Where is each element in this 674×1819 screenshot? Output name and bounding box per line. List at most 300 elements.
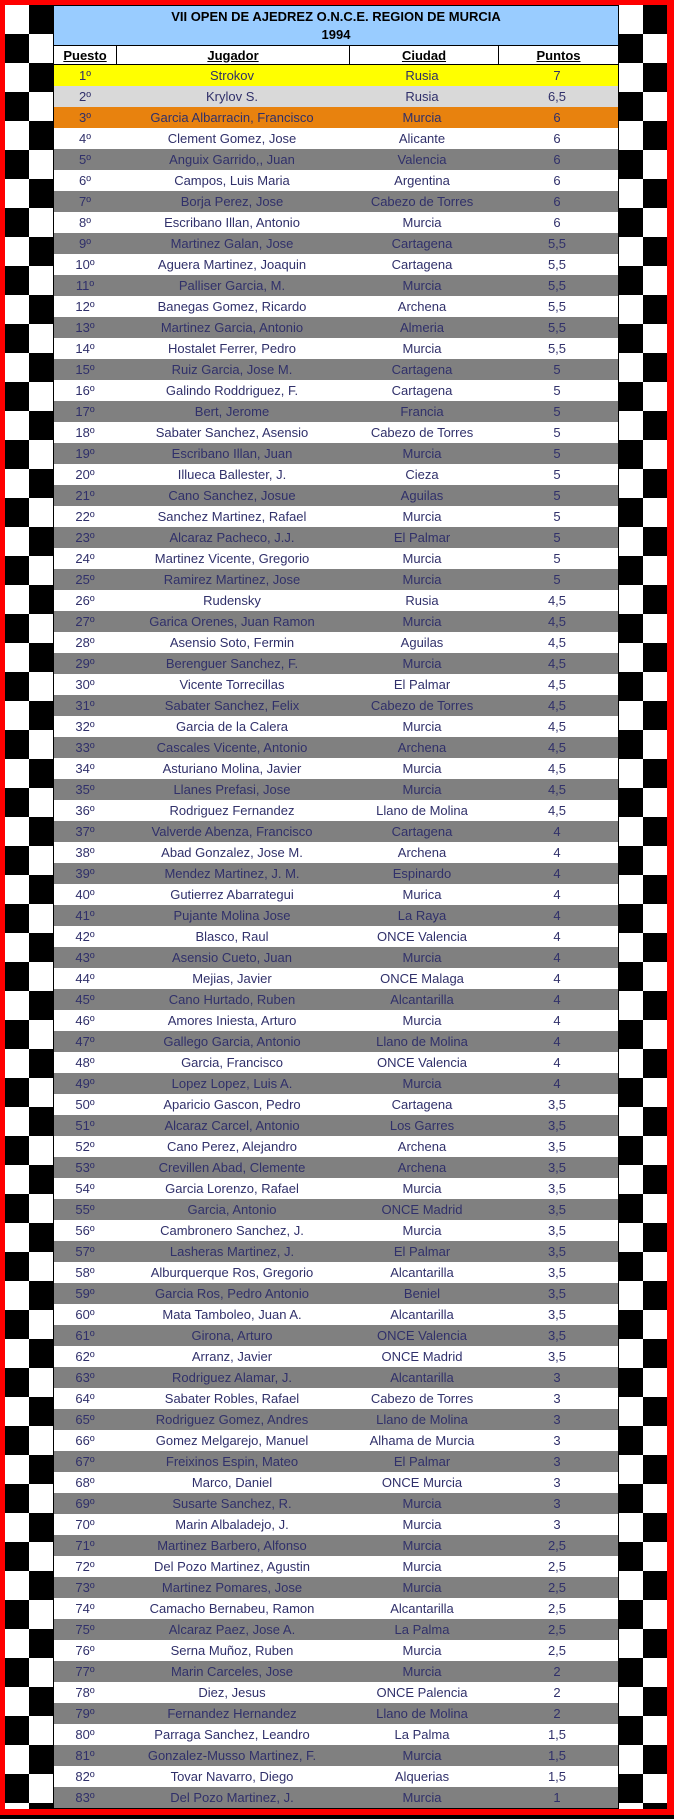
cell-puesto: 70º bbox=[75, 1517, 95, 1532]
table-row bbox=[54, 737, 618, 758]
cell-ciudad: Cabezo de Torres bbox=[370, 194, 474, 209]
cell-puntos: 5,5 bbox=[547, 278, 567, 293]
cell-puesto: 32º bbox=[75, 719, 95, 734]
table-row bbox=[54, 758, 618, 779]
cell-puntos: 3,5 bbox=[547, 1118, 567, 1133]
cell-puntos: 5 bbox=[553, 446, 561, 461]
cell-ciudad: Beniel bbox=[403, 1286, 441, 1301]
cell-puesto: 65º bbox=[75, 1412, 95, 1427]
table-row bbox=[54, 842, 618, 863]
table-row bbox=[54, 443, 618, 464]
cell-ciudad: Murcia bbox=[402, 110, 442, 125]
cell-jugador: Tovar Navarro, Diego bbox=[170, 1769, 294, 1784]
cell-puntos: 3 bbox=[553, 1391, 561, 1406]
table-row bbox=[54, 1661, 618, 1682]
cell-jugador: Pujante Molina Jose bbox=[173, 908, 291, 923]
cell-puntos: 6 bbox=[553, 194, 561, 209]
cell-ciudad: Espinardo bbox=[392, 866, 452, 881]
table-row bbox=[54, 86, 618, 107]
cell-puntos: 4 bbox=[553, 887, 561, 902]
cell-puesto: 75º bbox=[75, 1622, 95, 1637]
table-row bbox=[54, 212, 618, 233]
cell-ciudad: Almeria bbox=[399, 320, 445, 335]
table-row bbox=[54, 1241, 618, 1262]
cell-puesto: 6º bbox=[79, 173, 91, 188]
cell-puesto: 28º bbox=[75, 635, 95, 650]
cell-ciudad: El Palmar bbox=[393, 530, 451, 545]
cell-puntos: 3 bbox=[553, 1517, 561, 1532]
page-title: VII OPEN DE AJEDREZ O.N.C.E. REGION DE MURCIA bbox=[171, 9, 501, 24]
cell-jugador: Mata Tamboleo, Juan A. bbox=[162, 1307, 302, 1322]
column-header-jugador: Jugador bbox=[117, 46, 350, 64]
cell-puesto: 82º bbox=[75, 1769, 95, 1784]
table-row bbox=[54, 296, 618, 317]
cell-puesto: 14º bbox=[75, 341, 95, 356]
cell-ciudad: Aguilas bbox=[400, 635, 444, 650]
cell-ciudad: Murcia bbox=[402, 446, 442, 461]
cell-ciudad: Archena bbox=[397, 740, 447, 755]
cell-puntos: 2,5 bbox=[547, 1580, 567, 1595]
cell-ciudad: Murcia bbox=[402, 1538, 442, 1553]
cell-jugador: Escribano Illan, Juan bbox=[171, 446, 293, 461]
cell-puesto: 33º bbox=[75, 740, 95, 755]
cell-puntos: 5 bbox=[553, 404, 561, 419]
table-row bbox=[54, 1787, 618, 1808]
cell-jugador: Marco, Daniel bbox=[191, 1475, 273, 1490]
cell-jugador: Marin Carceles, Jose bbox=[170, 1664, 294, 1679]
cell-puntos: 4,5 bbox=[547, 782, 567, 797]
cell-ciudad: Murcia bbox=[402, 551, 442, 566]
cell-puntos: 2 bbox=[553, 1685, 561, 1700]
table-row bbox=[54, 1598, 618, 1619]
cell-puesto: 4º bbox=[79, 131, 91, 146]
cell-puesto: 11º bbox=[75, 278, 95, 293]
cell-jugador: Garcia Albarracin, Francisco bbox=[150, 110, 314, 125]
table-row bbox=[54, 1178, 618, 1199]
cell-puntos: 1 bbox=[553, 1790, 561, 1805]
table-row bbox=[54, 1073, 618, 1094]
cell-puesto: 72º bbox=[75, 1559, 95, 1574]
table-row bbox=[54, 1220, 618, 1241]
cell-jugador: Cano Sanchez, Josue bbox=[168, 488, 296, 503]
cell-puesto: 15º bbox=[75, 362, 95, 377]
cell-puesto: 58º bbox=[75, 1265, 95, 1280]
table-row bbox=[54, 1577, 618, 1598]
cell-puesto: 23º bbox=[75, 530, 95, 545]
cell-puntos: 3,5 bbox=[547, 1181, 567, 1196]
cell-ciudad: Archena bbox=[397, 299, 447, 314]
table-row bbox=[54, 821, 618, 842]
cell-ciudad: Cieza bbox=[405, 467, 439, 482]
cell-puesto: 22º bbox=[75, 509, 95, 524]
cell-ciudad: ONCE Murcia bbox=[381, 1475, 463, 1490]
cell-puntos: 1,5 bbox=[547, 1727, 567, 1742]
cell-ciudad: Murcia bbox=[402, 1790, 442, 1805]
cell-ciudad: ONCE Valencia bbox=[376, 1328, 468, 1343]
cell-puesto: 66º bbox=[75, 1433, 95, 1448]
table-row bbox=[54, 1619, 618, 1640]
cell-puesto: 49º bbox=[75, 1076, 95, 1091]
cell-jugador: Alcaraz Paez, Jose A. bbox=[168, 1622, 296, 1637]
table-row bbox=[54, 695, 618, 716]
cell-jugador: Blasco, Raul bbox=[195, 929, 269, 944]
table-row bbox=[54, 1136, 618, 1157]
cell-puntos: 3,5 bbox=[547, 1286, 567, 1301]
cell-jugador: Sabater Sanchez, Felix bbox=[164, 698, 300, 713]
cell-puntos: 5 bbox=[553, 467, 561, 482]
cell-jugador: Sabater Sanchez, Asensio bbox=[155, 425, 309, 440]
cell-ciudad: ONCE Madrid bbox=[381, 1202, 463, 1217]
cell-puntos: 6,5 bbox=[547, 89, 567, 104]
results-table bbox=[53, 5, 619, 1809]
table-row bbox=[54, 1052, 618, 1073]
cell-puesto: 36º bbox=[75, 803, 95, 818]
cell-puntos: 4 bbox=[553, 1013, 561, 1028]
cell-puntos: 3,5 bbox=[547, 1307, 567, 1322]
cell-ciudad: Murcia bbox=[402, 1181, 442, 1196]
cell-puesto: 43º bbox=[75, 950, 95, 965]
cell-puesto: 48º bbox=[75, 1055, 95, 1070]
table-row bbox=[54, 863, 618, 884]
cell-puesto: 77º bbox=[75, 1664, 95, 1679]
table-row bbox=[54, 1724, 618, 1745]
cell-puesto: 63º bbox=[75, 1370, 95, 1385]
cell-jugador: Serna Muñoz, Ruben bbox=[170, 1643, 294, 1658]
cell-puntos: 4 bbox=[553, 971, 561, 986]
cell-puesto: 42º bbox=[75, 929, 95, 944]
table-row bbox=[54, 569, 618, 590]
results-rows bbox=[53, 65, 619, 1809]
cell-jugador: Rodriguez Fernandez bbox=[169, 803, 295, 818]
cell-puntos: 3,5 bbox=[547, 1097, 567, 1112]
cell-jugador: Mendez Martinez, J. M. bbox=[164, 866, 300, 881]
cell-puntos: 3,5 bbox=[547, 1349, 567, 1364]
cell-puesto: 45º bbox=[75, 992, 95, 1007]
cell-ciudad: Llano de Molina bbox=[376, 803, 468, 818]
cell-jugador: Alcaraz Pacheco, J.J. bbox=[169, 530, 295, 545]
cell-puesto: 21º bbox=[75, 488, 95, 503]
cell-puesto: 27º bbox=[75, 614, 95, 629]
cell-puntos: 4,5 bbox=[547, 803, 567, 818]
table-row bbox=[54, 1703, 618, 1724]
cell-ciudad: Rusia bbox=[405, 593, 439, 608]
cell-puntos: 3 bbox=[553, 1433, 561, 1448]
cell-ciudad: Archena bbox=[397, 1139, 447, 1154]
cell-puesto: 41º bbox=[75, 908, 95, 923]
table-row bbox=[54, 1346, 618, 1367]
cell-jugador: Illueca Ballester, J. bbox=[177, 467, 287, 482]
table-row bbox=[54, 233, 618, 254]
table-row bbox=[54, 926, 618, 947]
cell-ciudad: La Raya bbox=[397, 908, 447, 923]
cell-ciudad: Murcia bbox=[402, 1559, 442, 1574]
cell-puntos: 5 bbox=[553, 572, 561, 587]
cell-puesto: 55º bbox=[75, 1202, 95, 1217]
cell-puntos: 4 bbox=[553, 1076, 561, 1091]
cell-puntos: 5,5 bbox=[547, 320, 567, 335]
cell-puesto: 35º bbox=[75, 782, 95, 797]
cell-ciudad: Alquerias bbox=[394, 1769, 450, 1784]
cell-puntos: 4,5 bbox=[547, 761, 567, 776]
cell-jugador: Strokov bbox=[209, 68, 255, 83]
cell-puntos: 5,5 bbox=[547, 257, 567, 272]
cell-puesto: 9º bbox=[79, 236, 91, 251]
cell-jugador: Garcia Ros, Pedro Antonio bbox=[155, 1286, 309, 1301]
cell-puntos: 4,5 bbox=[547, 656, 567, 671]
cell-puesto: 68º bbox=[75, 1475, 95, 1490]
cell-jugador: Martinez Galan, Jose bbox=[170, 236, 294, 251]
cell-ciudad: El Palmar bbox=[393, 677, 451, 692]
cell-puntos: 6 bbox=[553, 173, 561, 188]
cell-puntos: 5 bbox=[553, 530, 561, 545]
cell-puntos: 5 bbox=[553, 383, 561, 398]
cell-jugador: Cano Perez, Alejandro bbox=[166, 1139, 298, 1154]
column-header-puntos: Puntos bbox=[536, 47, 581, 63]
table-row bbox=[54, 1640, 618, 1661]
table-row bbox=[54, 1367, 618, 1388]
title-box bbox=[53, 5, 619, 46]
cell-puntos: 4 bbox=[553, 824, 561, 839]
cell-puesto: 37º bbox=[75, 824, 95, 839]
cell-puntos: 4,5 bbox=[547, 677, 567, 692]
cell-puesto: 12º bbox=[75, 299, 95, 314]
cell-puntos: 3 bbox=[553, 1454, 561, 1469]
cell-puesto: 17º bbox=[75, 404, 95, 419]
table-row bbox=[54, 191, 618, 212]
cell-puntos: 6 bbox=[553, 110, 561, 125]
cell-ciudad: Alcantarilla bbox=[390, 1307, 454, 1322]
cell-jugador: Camacho Bernabeu, Ramon bbox=[149, 1601, 315, 1616]
cell-puntos: 5 bbox=[553, 425, 561, 440]
table-row bbox=[54, 653, 618, 674]
cell-ciudad: Cabezo de Torres bbox=[370, 1391, 474, 1406]
cell-jugador: Ruiz Garcia, Jose M. bbox=[171, 362, 293, 377]
table-row bbox=[54, 1304, 618, 1325]
cell-puesto: 56º bbox=[75, 1223, 95, 1238]
table-row bbox=[54, 1031, 618, 1052]
cell-puesto: 50º bbox=[75, 1097, 95, 1112]
cell-puntos: 3,5 bbox=[547, 1202, 567, 1217]
tournament-year: 1994 bbox=[321, 27, 351, 42]
cell-jugador: Rodriguez Gomez, Andres bbox=[155, 1412, 309, 1427]
table-row bbox=[54, 1472, 618, 1493]
cell-jugador: Vicente Torrecillas bbox=[179, 677, 285, 692]
cell-puesto: 83º bbox=[75, 1790, 95, 1805]
cell-puntos: 2,5 bbox=[547, 1601, 567, 1616]
table-row bbox=[54, 317, 618, 338]
cell-ciudad: Cartagena bbox=[391, 1097, 453, 1112]
cell-ciudad: Murcia bbox=[402, 341, 442, 356]
cell-puesto: 71º bbox=[75, 1538, 95, 1553]
table-row bbox=[54, 1451, 618, 1472]
table-row bbox=[54, 1094, 618, 1115]
cell-puesto: 16º bbox=[75, 383, 95, 398]
table-row bbox=[54, 107, 618, 128]
cell-jugador: Rudensky bbox=[203, 593, 261, 608]
cell-puntos: 3,5 bbox=[547, 1244, 567, 1259]
cell-ciudad: Alcantarilla bbox=[390, 1601, 454, 1616]
table-row bbox=[54, 128, 618, 149]
cell-ciudad: La Palma bbox=[394, 1622, 450, 1637]
cell-puntos: 7 bbox=[553, 68, 561, 83]
table-row bbox=[54, 674, 618, 695]
table-row bbox=[54, 422, 618, 443]
cell-puntos: 2,5 bbox=[547, 1643, 567, 1658]
table-row bbox=[54, 380, 618, 401]
cell-ciudad: ONCE Valencia bbox=[376, 929, 468, 944]
cell-jugador: Asturiano Molina, Javier bbox=[162, 761, 302, 776]
cell-puesto: 57º bbox=[75, 1244, 95, 1259]
cell-puesto: 18º bbox=[75, 425, 95, 440]
cell-puesto: 13º bbox=[75, 320, 95, 335]
cell-puesto: 34º bbox=[75, 761, 95, 776]
table-row bbox=[54, 716, 618, 737]
cell-jugador: Anguix Garrido,, Juan bbox=[169, 152, 295, 167]
cell-ciudad: Aguilas bbox=[400, 488, 444, 503]
cell-ciudad: Llano de Molina bbox=[376, 1034, 468, 1049]
cell-puntos: 5,5 bbox=[547, 236, 567, 251]
cell-puesto: 51º bbox=[75, 1118, 95, 1133]
cell-jugador: Gutierrez Abarrategui bbox=[170, 887, 294, 902]
cell-jugador: Del Pozo Martinez, J. bbox=[170, 1790, 294, 1805]
cell-puntos: 4,5 bbox=[547, 593, 567, 608]
cell-ciudad: Cartagena bbox=[391, 257, 453, 272]
cell-puntos: 4,5 bbox=[547, 698, 567, 713]
cell-puntos: 5 bbox=[553, 551, 561, 566]
cell-puesto: 76º bbox=[75, 1643, 95, 1658]
cell-jugador: Gonzalez-Musso Martinez, F. bbox=[147, 1748, 317, 1763]
cell-puntos: 6 bbox=[553, 215, 561, 230]
cell-ciudad: Murcia bbox=[402, 215, 442, 230]
table-row bbox=[54, 800, 618, 821]
cell-jugador: Aguera Martinez, Joaquin bbox=[157, 257, 307, 272]
table-row bbox=[54, 884, 618, 905]
cell-puntos: 4 bbox=[553, 992, 561, 1007]
cell-puntos: 5 bbox=[553, 488, 561, 503]
cell-jugador: Lopez Lopez, Luis A. bbox=[171, 1076, 293, 1091]
cell-jugador: Freixinos Espin, Mateo bbox=[165, 1454, 299, 1469]
cell-jugador: Garcia de la Calera bbox=[176, 719, 288, 734]
cell-ciudad: Murcia bbox=[402, 782, 442, 797]
table-row bbox=[54, 338, 618, 359]
cell-puesto: 46º bbox=[75, 1013, 95, 1028]
cell-jugador: Aparicio Gascon, Pedro bbox=[163, 1097, 301, 1112]
cell-puesto: 38º bbox=[75, 845, 95, 860]
cell-ciudad: Cartagena bbox=[391, 236, 453, 251]
cell-jugador: Crevillen Abad, Clemente bbox=[158, 1160, 306, 1175]
cell-ciudad: Francia bbox=[400, 404, 444, 419]
cell-jugador: Bert, Jerome bbox=[194, 404, 270, 419]
table-row bbox=[54, 1766, 618, 1787]
cell-jugador: Llanes Prefasi, Jose bbox=[173, 782, 291, 797]
cell-ciudad: Llano de Molina bbox=[376, 1706, 468, 1721]
table-row bbox=[54, 968, 618, 989]
cell-puesto: 1º bbox=[79, 68, 91, 83]
cell-ciudad: Murcia bbox=[402, 1496, 442, 1511]
table-row bbox=[54, 485, 618, 506]
cell-puesto: 2º bbox=[79, 89, 91, 104]
cell-puntos: 2,5 bbox=[547, 1559, 567, 1574]
cell-jugador: Krylov S. bbox=[205, 89, 258, 104]
cell-jugador: Clement Gomez, Jose bbox=[167, 131, 297, 146]
table-row bbox=[54, 1409, 618, 1430]
table-row bbox=[54, 65, 618, 86]
cell-puesto: 29º bbox=[75, 656, 95, 671]
cell-jugador: Garcia Lorenzo, Rafael bbox=[165, 1181, 299, 1196]
cell-puesto: 5º bbox=[79, 152, 91, 167]
table-row bbox=[54, 401, 618, 422]
cell-ciudad: Cabezo de Torres bbox=[370, 698, 474, 713]
cell-jugador: Sabater Robles, Rafael bbox=[164, 1391, 300, 1406]
cell-ciudad: ONCE Palencia bbox=[376, 1685, 468, 1700]
cell-jugador: Borja Perez, Jose bbox=[180, 194, 284, 209]
table-row bbox=[54, 1199, 618, 1220]
table-row bbox=[54, 1115, 618, 1136]
cell-jugador: Mejias, Javier bbox=[192, 971, 272, 986]
table-row bbox=[54, 1535, 618, 1556]
cell-ciudad: Murica bbox=[402, 887, 442, 902]
cell-puesto: 81º bbox=[75, 1748, 95, 1763]
cell-puntos: 3,5 bbox=[547, 1265, 567, 1280]
cell-ciudad: Murcia bbox=[402, 761, 442, 776]
cell-puesto: 53º bbox=[75, 1160, 95, 1175]
cell-puntos: 2 bbox=[553, 1706, 561, 1721]
cell-ciudad: ONCE Madrid bbox=[381, 1349, 463, 1364]
cell-puntos: 4,5 bbox=[547, 719, 567, 734]
cell-jugador: Sanchez Martinez, Rafael bbox=[157, 509, 307, 524]
cell-ciudad: El Palmar bbox=[393, 1244, 451, 1259]
cell-ciudad: Cartagena bbox=[391, 362, 453, 377]
cell-puesto: 64º bbox=[75, 1391, 95, 1406]
cell-ciudad: Murcia bbox=[402, 1013, 442, 1028]
cell-ciudad: Murcia bbox=[402, 278, 442, 293]
table-row bbox=[54, 779, 618, 800]
cell-puesto: 39º bbox=[75, 866, 95, 881]
cell-jugador: Rodriguez Alamar, J. bbox=[172, 1370, 292, 1385]
cell-puntos: 4 bbox=[553, 845, 561, 860]
cell-puesto: 67º bbox=[75, 1454, 95, 1469]
cell-puntos: 4,5 bbox=[547, 740, 567, 755]
cell-puntos: 2,5 bbox=[547, 1538, 567, 1553]
cell-puesto: 79º bbox=[75, 1706, 95, 1721]
cell-puntos: 5,5 bbox=[547, 299, 567, 314]
cell-ciudad: Murcia bbox=[402, 1076, 442, 1091]
cell-ciudad: ONCE Valencia bbox=[376, 1055, 468, 1070]
cell-jugador: Parraga Sanchez, Leandro bbox=[154, 1727, 310, 1742]
table-row bbox=[54, 1262, 618, 1283]
cell-puntos: 4 bbox=[553, 866, 561, 881]
cell-ciudad: Rusia bbox=[405, 68, 439, 83]
cell-ciudad: Alhama de Murcia bbox=[369, 1433, 475, 1448]
cell-jugador: Palliser Garcia, M. bbox=[178, 278, 286, 293]
column-header-puesto: Puesto bbox=[54, 46, 117, 64]
table-row bbox=[54, 947, 618, 968]
table-row bbox=[54, 1514, 618, 1535]
table-row bbox=[54, 548, 618, 569]
table-row bbox=[54, 590, 618, 611]
table-row bbox=[54, 1745, 618, 1766]
cell-puesto: 31º bbox=[75, 698, 95, 713]
table-row bbox=[54, 464, 618, 485]
cell-jugador: Berenguer Sanchez, F. bbox=[165, 656, 299, 671]
cell-puesto: 10º bbox=[75, 257, 95, 272]
table-row bbox=[54, 1325, 618, 1346]
cell-jugador: Martinez Vicente, Gregorio bbox=[154, 551, 310, 566]
cell-jugador: Girona, Arturo bbox=[191, 1328, 273, 1343]
table-row bbox=[54, 359, 618, 380]
table-row bbox=[54, 905, 618, 926]
table-row bbox=[54, 1556, 618, 1577]
